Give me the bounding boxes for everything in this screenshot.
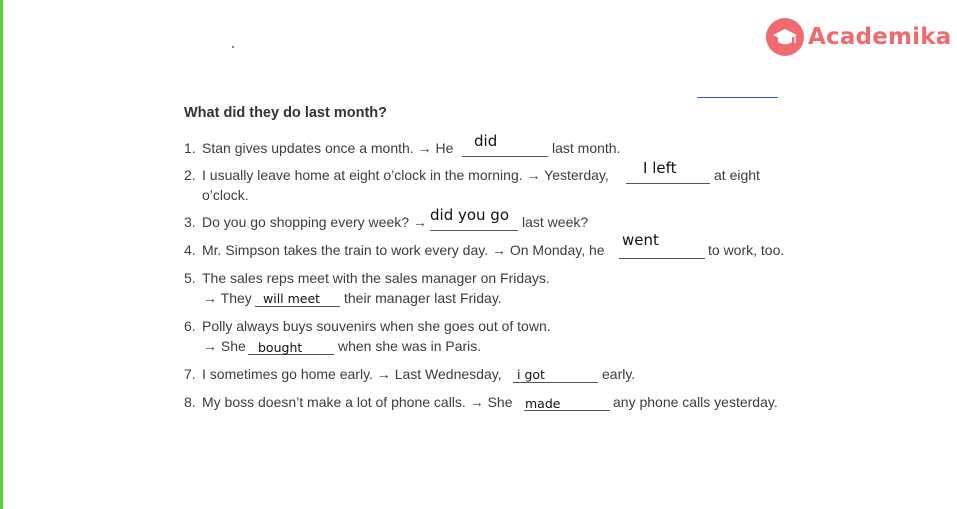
answer-text[interactable]: made	[525, 396, 561, 411]
item-text-after: last month.	[552, 140, 621, 156]
answer-text[interactable]: did you go	[430, 206, 510, 224]
answer-blank	[462, 156, 548, 157]
item-number: 8.	[184, 394, 196, 410]
item-text-after: their manager last Friday.	[344, 290, 502, 306]
item-text: Polly always buys souvenirs when she goes out of town.	[202, 318, 551, 334]
item-text: I sometimes go home early. → Last Wednesday,	[202, 366, 502, 382]
answer-blank	[626, 183, 710, 184]
graduation-cap-icon	[766, 18, 804, 56]
item-number: 3.	[184, 214, 196, 230]
item-text: Do you go shopping every week? →	[202, 214, 427, 230]
item-number: 4.	[184, 242, 196, 258]
item-text: Mr. Simpson takes the train to work every day. → On Monday, he	[202, 242, 605, 258]
item-text: I usually leave home at eight o’clock in the morning. → Yesterday,	[202, 167, 609, 183]
item-number: 2.	[184, 167, 196, 183]
item-number: 6.	[184, 318, 196, 334]
item-text-after: any phone calls yesterday.	[613, 394, 778, 410]
answer-text[interactable]: did	[474, 132, 498, 150]
answer-blank	[619, 258, 705, 259]
answer-blank	[430, 230, 518, 231]
item-text: My boss doesn’t make a lot of phone calls. → She	[202, 394, 513, 410]
academika-logo	[766, 18, 951, 56]
answer-text[interactable]: will meet	[263, 291, 321, 306]
item-text: Stan gives updates once a month. → He	[202, 140, 454, 156]
answer-blank	[255, 306, 340, 307]
blue-underline-mark	[697, 97, 778, 98]
item-text-after: to work, too.	[708, 242, 785, 258]
item-text-after: when she was in Paris.	[338, 338, 482, 354]
item-number: 5.	[184, 270, 196, 286]
answer-text[interactable]: I left	[643, 159, 677, 177]
item-text-arrow: → They	[203, 290, 252, 306]
item-text-arrow: → She	[203, 338, 246, 354]
exercise-title: What did they do last month?	[184, 105, 387, 121]
item-text: The sales reps meet with the sales manager on Fridays.	[202, 270, 550, 286]
answer-text[interactable]: i got	[517, 367, 545, 382]
item-number: 1.	[184, 140, 196, 156]
item-text-after: last week?	[522, 214, 589, 230]
item-text-after: early.	[602, 366, 636, 382]
answer-text[interactable]: bought	[258, 340, 303, 355]
item-number: 7.	[184, 366, 196, 382]
item-text-continued: o’clock.	[202, 187, 249, 203]
red-dot-mark	[232, 46, 234, 48]
logo-text: Academika	[808, 24, 952, 50]
answer-text[interactable]: went	[622, 231, 659, 249]
item-text-after: at eight	[714, 167, 760, 183]
left-edge-bar	[0, 0, 3, 509]
answer-blank	[513, 382, 598, 383]
